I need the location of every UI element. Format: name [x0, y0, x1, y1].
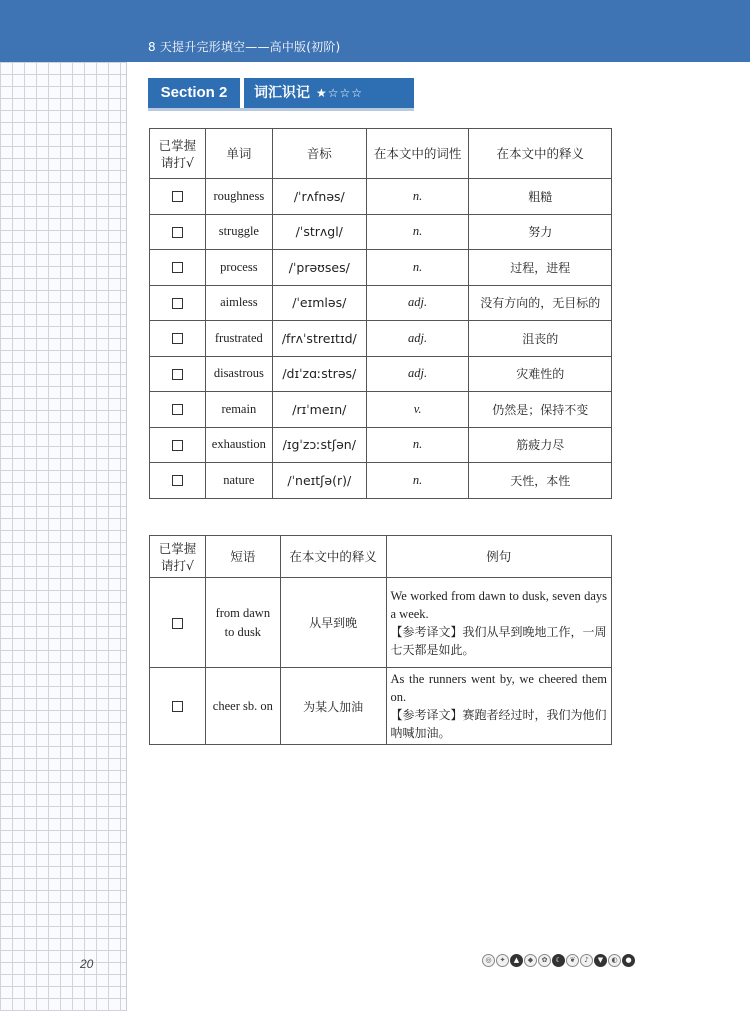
- part-of-speech: v.: [366, 392, 469, 428]
- header-pos: 在本文中的词性: [366, 129, 469, 179]
- checkbox-cell[interactable]: [150, 463, 206, 499]
- checkbox-cell[interactable]: [150, 321, 206, 357]
- vocabulary-table: [149, 128, 612, 499]
- section-header: [148, 78, 414, 108]
- top-banner: [0, 0, 750, 62]
- part-of-speech: adj.: [366, 321, 469, 357]
- phonetic: /rɪˈmeɪn/: [272, 392, 366, 428]
- word: roughness: [205, 179, 272, 215]
- section-label: Section 2: [148, 78, 240, 108]
- header-word: 单词: [205, 129, 272, 179]
- checkbox-cell[interactable]: [150, 578, 206, 668]
- header-mastered: 已掌握 请打√: [150, 129, 206, 179]
- table-row: [150, 356, 612, 392]
- table-row: [150, 179, 612, 215]
- word: nature: [205, 463, 272, 499]
- phonetic: /ˈstrʌgl/: [272, 214, 366, 250]
- checkbox[interactable]: [172, 262, 183, 273]
- part-of-speech: n.: [366, 463, 469, 499]
- table-row: [150, 392, 612, 428]
- bird-icon: ✦: [496, 954, 509, 967]
- example-translation: 【参考译文】赛跑者经过时，我们为他们呐喊加油。: [390, 708, 607, 740]
- phrase: cheer sb. on: [205, 668, 280, 745]
- phrase-table: [149, 535, 612, 745]
- checkbox[interactable]: [172, 191, 183, 202]
- meaning: 从早到晚: [280, 578, 386, 668]
- checkbox[interactable]: [172, 227, 183, 238]
- meaning: 过程，进程: [469, 250, 612, 286]
- music-icon: ♪: [580, 954, 593, 967]
- section-title-block: [244, 78, 414, 108]
- header-meaning: 在本文中的释义: [280, 536, 386, 578]
- phonetic: /ɪgˈzɔːstʃən/: [272, 427, 366, 463]
- word: process: [205, 250, 272, 286]
- checkbox[interactable]: [172, 701, 183, 712]
- phonetic: /ˈeɪmləs/: [272, 285, 366, 321]
- phonetic: /dɪˈzɑːstrəs/: [272, 356, 366, 392]
- section-underline: [148, 108, 414, 111]
- flower-icon: ✿: [538, 954, 551, 967]
- table-header-row: [150, 536, 612, 578]
- globe-icon: ◎: [482, 954, 495, 967]
- book-title: 8 天提升完形填空——高中版(初阶): [148, 40, 341, 54]
- header-phonetic: 音标: [272, 129, 366, 179]
- header-meaning: 在本文中的释义: [469, 129, 612, 179]
- table-header-row: [150, 129, 612, 179]
- meaning: 沮丧的: [469, 321, 612, 357]
- table-row: [150, 578, 612, 668]
- grid-margin: [0, 62, 127, 1011]
- checkbox[interactable]: [172, 440, 183, 451]
- table-row: [150, 285, 612, 321]
- checkbox-cell[interactable]: [150, 285, 206, 321]
- checkbox-cell[interactable]: [150, 668, 206, 745]
- part-of-speech: n.: [366, 179, 469, 215]
- section-title: 词汇识记: [254, 85, 310, 101]
- checkbox[interactable]: [172, 369, 183, 380]
- phrase: from dawn to dusk: [205, 578, 280, 668]
- checkbox-cell[interactable]: [150, 179, 206, 215]
- word: aimless: [205, 285, 272, 321]
- meaning: 没有方向的，无目标的: [469, 285, 612, 321]
- phonetic: /ˈneɪtʃə(r)/: [272, 463, 366, 499]
- table-row: [150, 214, 612, 250]
- meaning: 筋疲力尽: [469, 427, 612, 463]
- header-phrase: 短语: [205, 536, 280, 578]
- phonetic: /frʌˈstreɪtɪd/: [272, 321, 366, 357]
- part-of-speech: n.: [366, 214, 469, 250]
- checkbox-cell[interactable]: [150, 214, 206, 250]
- example: [386, 668, 612, 745]
- table-row: [150, 250, 612, 286]
- header-mastered: 已掌握 请打√: [150, 536, 206, 578]
- moon-icon: ☾: [552, 954, 565, 967]
- checkbox-cell[interactable]: [150, 250, 206, 286]
- header-example: 例句: [386, 536, 612, 578]
- page-number: 20: [80, 957, 94, 971]
- table-row: [150, 668, 612, 745]
- part-of-speech: n.: [366, 250, 469, 286]
- meaning: 努力: [469, 214, 612, 250]
- difficulty-stars: ★☆☆☆: [316, 86, 364, 100]
- example: [386, 578, 612, 668]
- word: struggle: [205, 214, 272, 250]
- diamond-icon: ◆: [524, 954, 537, 967]
- meaning: 仍然是；保持不变: [469, 392, 612, 428]
- checkbox[interactable]: [172, 298, 183, 309]
- checkbox[interactable]: [172, 404, 183, 415]
- checkbox[interactable]: [172, 333, 183, 344]
- word: frustrated: [205, 321, 272, 357]
- checkbox[interactable]: [172, 618, 183, 629]
- meaning: 天性，本性: [469, 463, 612, 499]
- fish-icon: ◐: [608, 954, 621, 967]
- decorative-icon-strip: [482, 954, 635, 970]
- part-of-speech: n.: [366, 427, 469, 463]
- meaning: 为某人加油: [280, 668, 386, 745]
- table-row: [150, 463, 612, 499]
- example-english: We worked from dawn to dusk, seven days a week.: [390, 588, 607, 621]
- word: remain: [205, 392, 272, 428]
- bell-icon: ●: [622, 954, 635, 967]
- car-icon: ▲: [510, 954, 523, 967]
- meaning: 粗糙: [469, 179, 612, 215]
- checkbox[interactable]: [172, 475, 183, 486]
- phonetic: /ˈprəʊses/: [272, 250, 366, 286]
- phonetic: /ˈrʌfnəs/: [272, 179, 366, 215]
- example-english: As the runners went by, we cheered them on.: [390, 672, 607, 704]
- part-of-speech: adj.: [366, 285, 469, 321]
- part-of-speech: adj.: [366, 356, 469, 392]
- checkbox-cell[interactable]: [150, 427, 206, 463]
- leaf-icon: ❦: [566, 954, 579, 967]
- example-translation: 【参考译文】我们从早到晚地工作，一周七天都是如此。: [390, 624, 607, 657]
- checkbox-cell[interactable]: [150, 356, 206, 392]
- word: disastrous: [205, 356, 272, 392]
- shoe-icon: ▼: [594, 954, 607, 967]
- checkbox-cell[interactable]: [150, 392, 206, 428]
- table-row: [150, 321, 612, 357]
- word: exhaustion: [205, 427, 272, 463]
- table-row: [150, 427, 612, 463]
- meaning: 灾难性的: [469, 356, 612, 392]
